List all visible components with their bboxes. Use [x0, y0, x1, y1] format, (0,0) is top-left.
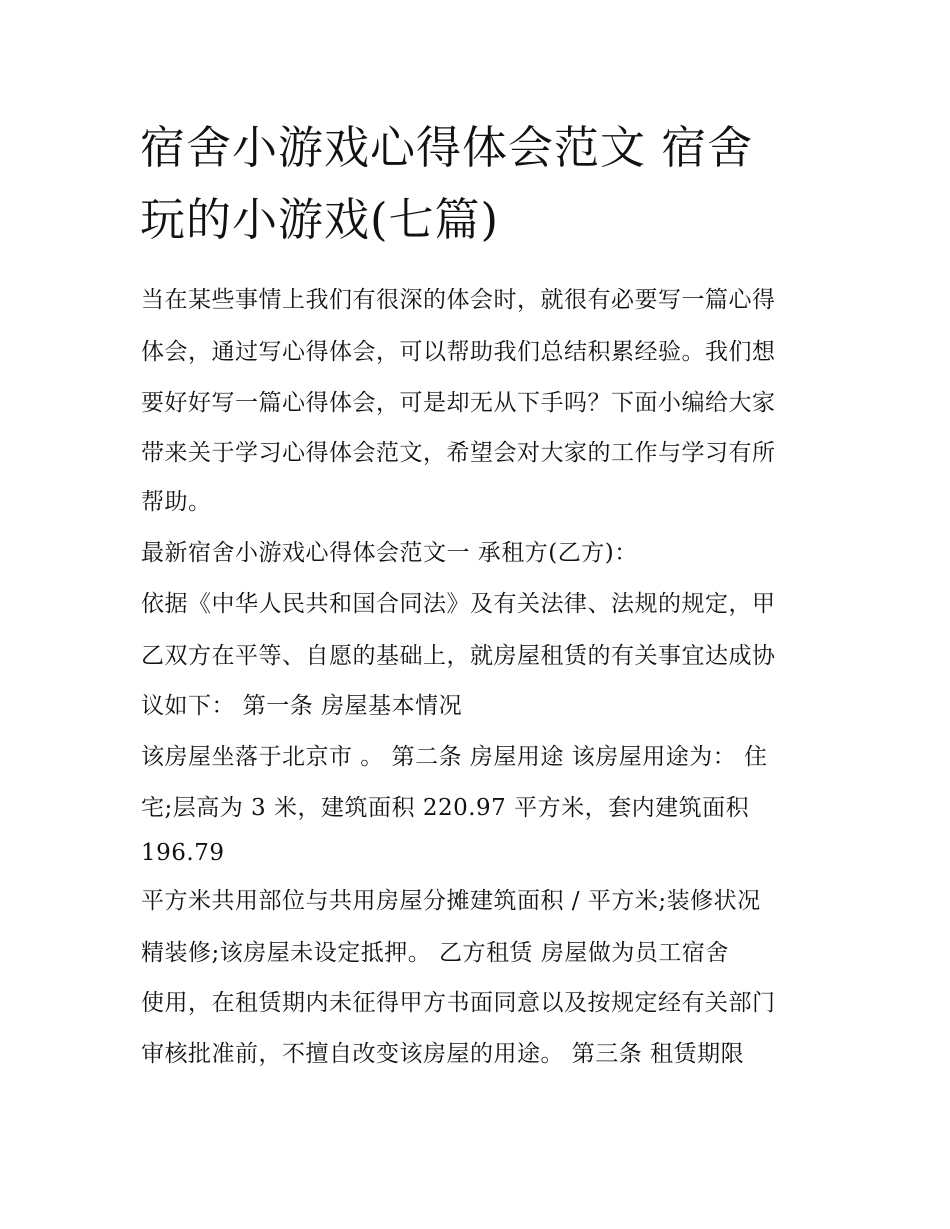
body-line-13: 平方米共用部位与共用房屋分摊建筑面积 / 平方米;装修状况 [141, 888, 761, 914]
body-line-7: 依据《中华人民共和国合同法》及有关法律、法规的规定，甲 [141, 591, 776, 617]
body-line-14: 精装修;该房屋未设定抵押。 乙方租赁 房屋做为员工宿舍 [141, 940, 729, 966]
body-line-16: 审核批准前，不擅自改变该房屋的用途。 第三条 租赁期限 [141, 1041, 745, 1067]
body-line-3: 要好好写一篇心得体会，可是却无从下手吗？下面小编给大家 [141, 390, 776, 416]
body-line-1: 当在某些事情上我们有很深的体会时，就很有必要写一篇心得 [141, 287, 776, 313]
body-line-5: 帮助。 [141, 489, 212, 515]
body-line-15: 使用，在租赁期内未征得甲方书面同意以及按规定经有关部门 [141, 990, 776, 1016]
body-line-4: 带来关于学习心得体会范文，希望会对大家的工作与学习有所 [141, 440, 776, 466]
body-line-9: 议如下： 第一条 房屋基本情况 [141, 693, 463, 719]
document-title [140, 112, 830, 256]
body-line-8: 乙双方在平等、自愿的基础上，就房屋租赁的有关事宜达成协 [141, 643, 776, 669]
body-line-10: 该房屋坐落于北京市 。 第二条 房屋用途 该房屋用途为： 住 [141, 744, 768, 770]
body-line-6: 最新宿舍小游戏心得体会范文一 承租方(乙方)： [141, 540, 638, 566]
title-line-2: 玩的小游戏(七篇) [140, 193, 500, 246]
body-line-2: 体会，通过写心得体会，可以帮助我们总结积累经验。我们想 [141, 339, 776, 365]
title-line-1: 宿舍小游戏心得体会范文 宿舍 [140, 121, 754, 174]
body-line-12: 196.79 [141, 840, 225, 866]
body-line-11: 宅;层高为 3 米，建筑面积 220.97 平方米，套内建筑面积 [141, 795, 750, 821]
